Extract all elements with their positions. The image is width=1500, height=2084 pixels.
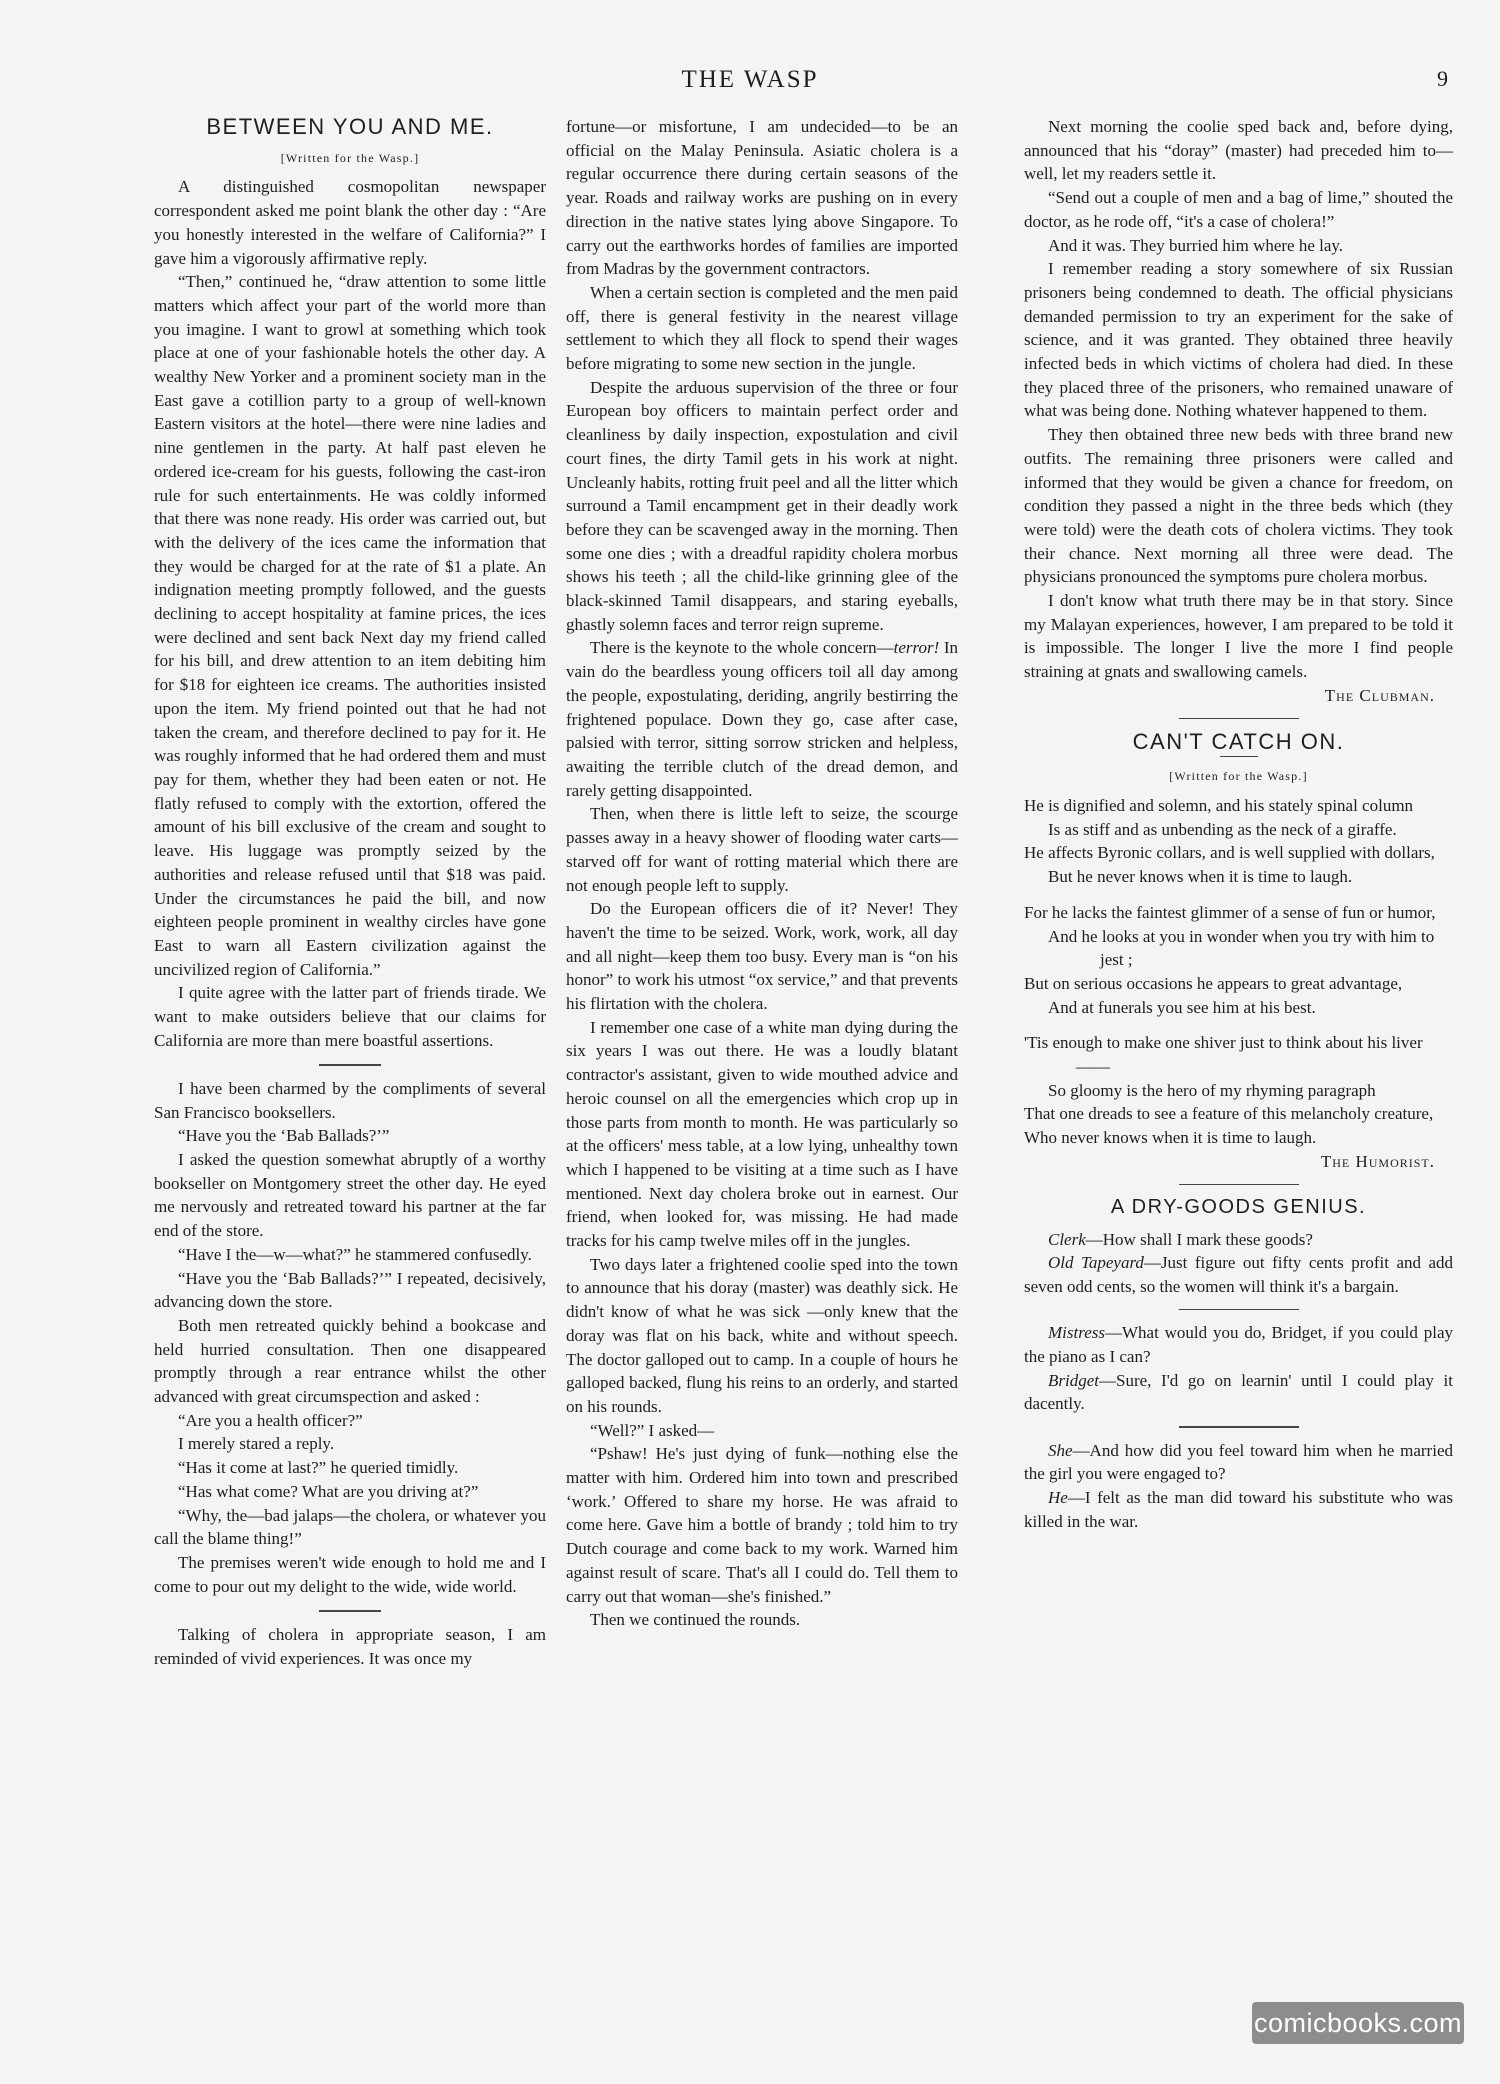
paragraph: I merely stared a reply. [178,1434,335,1454]
poem-credit: [Written for the Wasp.] [1169,769,1308,784]
speaker: Bridget [1048,1370,1099,1390]
paragraph: I remember reading a story somewhere of six Russian prisoners being condemned to death. The official physicians demanded permission to try an experiment for the sake of science, and it was granted. They obtained three heavily infected beds in which victims of cholera had died. In these they placed three of the prisoners, who remained unaware of what was being done. Nothing whatever happened to them. [1024,259,1453,421]
speaker: She [1048,1440,1073,1460]
poem-line: And at funerals you see him at his best. [1048,997,1316,1017]
section-divider [1179,718,1299,720]
poem-line: But on serious occasions he appears to great advantage, [1024,973,1403,993]
section-divider [1179,1309,1299,1311]
page-number: 9 [1437,66,1448,91]
paragraph: “Has it come at last?” he queried timidly. [178,1458,459,1478]
poem-line: For he lacks the faintest glimmer of a sense of fun or humor, [1024,902,1436,922]
paragraph: When a certain section is completed and the men paid off, there is general festivity in the nearest village settlement to which they all flock to spend their wages before migrating to some new section in the jungle. [566,282,958,374]
poem-line: Is as stiff and as unbending as the neck of a giraffe. [1048,819,1397,839]
paragraph: And it was. They burried him where he lay. [1048,235,1344,255]
poem-body [1024,794,1453,1150]
speaker: Old Tapeyard [1048,1253,1144,1273]
paragraph: “Well?” I asked— [590,1420,715,1440]
joke-line [1024,1369,1453,1416]
poem-line: 'Tis enough to make one shiver just to think about his liver—— [1024,1033,1423,1077]
emphasis: terror! [893,638,940,658]
paragraph: Two days later a frightened coolie sped into the town to announce that his doray (master) was deathly sick. He didn't know of what he was sick —only knew that the doray was flat on his back, white and without speech. The doctor galloped out to camp. In a couple of hours he galloped backed, flung his reins to an orderly, and started on his rounds. [566,1254,958,1416]
joke-line [1024,1321,1453,1368]
paragraph: Next morning the coolie sped back and, before dying, announced that his “doray” (master) had preceded him to—well, let my readers settle it. [1024,117,1453,184]
dialogue: —Sure, I'd go on learnin' until I could play it dacently. [1024,1370,1453,1414]
publication-title: THE WASP [681,66,819,93]
joke-line [1024,1251,1453,1298]
joke-line [1024,1486,1453,1533]
paragraph: Do the European officers die of it? Never! They haven't the time to be seized. Work, work, work, all day and all night—keep them too busy. Every man is “on his honor” to work his utmost “ox service,” and that prevents his flirtation with the cholera. [566,899,958,1014]
section-divider [1179,1184,1299,1186]
poem-line: So gloomy is the hero of my rhyming paragraph [1048,1080,1376,1100]
article-heading: BETWEEN YOU AND ME. [206,114,494,139]
poem-line: He affects Byronic collars, and is well supplied with dollars, [1024,843,1435,863]
masthead [0,66,1500,96]
paragraph: “Have you the ‘Bab Ballads?’” [178,1126,390,1146]
poem-heading: CAN'T CATCH ON. [1132,729,1345,755]
article-credit: [Written for the Wasp.] [280,150,420,165]
speaker: Mistress [1048,1323,1105,1343]
poem-stanza [1024,901,1453,1020]
dialogue: —I felt as the man did toward his substitute who was killed in the war. [1024,1488,1453,1531]
paragraph: “Why, the—bad jalaps—the cholera, or whatever you call the blame thing!” [154,1505,546,1549]
watermark-badge: comicbooks.com [1252,2002,1464,2044]
paragraph: “Are you a health officer?” [178,1410,363,1430]
paragraph: I have been charmed by the compliments of several San Francisco booksellers. [154,1078,546,1122]
paragraph: Both men retreated quickly behind a bookcase and held hurried consultation. Then one disappeared promptly through a rear entrance whilst the other advanced with great circumspection and asked : [154,1315,546,1407]
column-middle [566,115,958,1632]
dialogue: —What would you do, Bridget, if you could play the piano as I can? [1024,1323,1453,1367]
poem-line: That one dreads to see a feature of this melancholy creature, [1024,1104,1434,1124]
paragraph: There is the keynote to the whole concern—terror! In vain do the beardless young officers toil all day among the people, expostulating, deriding, angrily bestirring the frightened populace. Down they go, case after case, palsied with terror, sitting sorrow stricken and helpless, awaiting the terrible clutch of the dread demon, and rarely getting disappointed. [566,638,958,800]
column-right [1024,115,1453,1533]
dialogue: —Just figure out fifty cents profit and add seven odd cents, so the women will think it's a bargain. [1024,1253,1453,1297]
paragraph: fortune—or misfortune, I am undecided—to be an official on the Malay Peninsula. Asiatic cholera is a regular occurrence there during certain seasons of the year. Roads and railway works are pushing on in every direction in the native states lying above Singapore. To carry out the earthworks hordes of families are imported from Madras by the government contractors. [566,117,958,279]
paragraph: A distinguished cosmopolitan newspaper correspondent asked me point blank the other day : “Are you honestly interested in the welfare of California?” I gave him a vigorously affirmative reply. [154,177,546,268]
paragraph: Then, when there is little left to seize, the scourge passes away in a heavy shower of flooding water carts—starved off for want of rotting material which there are not enough people left to supply. [566,804,958,895]
poem-line: But he never knows when it is time to laugh. [1048,867,1353,887]
speaker: Clerk [1048,1229,1086,1249]
joke-line [1024,1228,1453,1252]
poem-line: And he looks at you in wonder when you try with him to jest ; [1048,926,1435,970]
paragraph: They then obtained three new beds with three brand new outfits. The remaining three prisoners were called and informed that they would be given a chance for freedom, on condition they passed a night in the three beds which (they were told) were the death cots of cholera victims. They took their chance. Next morning all three were dead. The physicians pronounced the symptoms pure cholera morbus. [1024,425,1453,587]
jokes-heading: A DRY-GOODS GENIUS. [1110,1196,1367,1219]
paragraph: “Has what come? What are you driving at?” [178,1481,479,1501]
author-signature: The Humorist. [1320,1151,1435,1171]
paragraph: Despite the arduous supervision of the three or four European boy officers to maintain perfect order and cleanliness by daily inspection, expostulation and civil court fines, the dirty Tamil gets in his work at night. Uncleanly habits, rotting fruit peel and all the litter which surround a Tamil encampment get in their deadly work before they can be scavenged away in the morning. Then some one dies ; with a dreadful rapidity cholera morbus shows his teeth ; all the child-like grinning glee of the black-skinned Tamil disappears, and staring eyeballs, ghastly solemn faces and terror reign supreme. [566,377,958,634]
poem-line: Who never knows when it is time to laugh. [1024,1128,1317,1148]
section-divider [319,1610,381,1612]
paragraph: The premises weren't wide enough to hold me and I come to pour out my delight to the wide, wide world. [154,1552,546,1596]
section-divider [319,1064,381,1066]
paragraph: Talking of cholera in appropriate season, I am reminded of vivid experiences. It was once my [154,1624,546,1668]
dialogue: —How shall I mark these goods? [1085,1229,1313,1249]
paragraph: I asked the question somewhat abruptly of a worthy bookseller on Montgomery street the other day. He eyed me nervously and retreated toward his partner at the far end of the store. [154,1150,546,1241]
paragraph: Then we continued the rounds. [590,1610,801,1630]
poem-stanza [1024,1031,1453,1150]
heading-rule [1220,756,1258,758]
paragraph: “Then,” continued he, “draw attention to some little matters which affect your part of the world more than you imagine. I want to growl at something which took place at one of your fashionable hotels the other day. A wealthy New Yorker and a prominent society man in the East gave a cotillion party to a group of well-known Eastern visitors at the hotel—there were nine ladies and nine gentlemen in the party. At half past eleven he ordered ice-cream for his guests, following the cast-iron rule for such entertainments. He was coldly informed that there was none ready. His order was carried out, but with the delivery of the ices came the information that they would be charged for at the rate of $1 a plate. An indignation meeting promptly followed, and the guests declining to accept hospitality at famine prices, the ices were declined and sent back Next day my friend called for his bill, and drew attention to an item debiting him for $18 for eighteen ice creams. The authorities insisted upon the item. My friend pointed out that he had not taken the cream, and therefore declined to pay for it. He was roughly informed that he had ordered them and must pay for them, whether they had been eaten or not. He flatly refused to comply with the extortion, offered the amount of his bill exclusive of the cream and sought to leave. His luggage was promptly seized by the authorities and release refused until that $18 was paid. Under the circumstances he paid the bill, and now eighteen people prominent in wealthy circles have gone East to warn all Eastern civilization against the uncivilized region of California.” [154,272,546,979]
poem-stanza [1024,794,1453,889]
poem-line: He is dignified and solemn, and his stately spinal column [1024,795,1414,815]
section-divider [1179,1426,1299,1428]
joke-line [1024,1439,1453,1486]
paragraph: “Pshaw! He's just dying of funk—nothing else the matter with him. Ordered him into town and prescribed ‘work.’ Offered to share my horse. He was afraid to come here. Gave him a bottle of brandy ; told him to try Dutch courage and come back to my work. Warned him against result of scare. That's all I could do. Tell them to carry out that woman—she's finished.” [566,1444,958,1606]
paragraph: “Send out a couple of men and a bag of lime,” shouted the doctor, as he rode off, “it's a case of cholera!” [1024,188,1453,231]
paragraph: “Have you the ‘Bab Ballads?’” I repeated, decisively, advancing down the store. [154,1268,546,1312]
paragraph: I quite agree with the latter part of friends tirade. We want to make outsiders believe that our claims for California are more than mere boastful assertions. [154,983,546,1050]
paragraph: I remember one case of a white man dying during the six years I was out there. He was a loudly blatant contractor's assistant, given to wide mouthed advice and heroic counsel on all the emergencies which crop up in those parts from month to month. He was particularly so at the officers' mess table, at a low lying, unhealthy town which I happened to be visiting at a time such as I have mentioned. Next day cholera broke out in earnest. Our friend, when looked for, was missing. He had made tracks for his camp twelve miles off in the jungles. [566,1017,958,1251]
column-left [154,115,546,1670]
author-signature: The Clubman. [1324,685,1435,705]
paragraph: “Have I the—w—what?” he stammered confusedly. [178,1244,532,1264]
dialogue: —And how did you feel toward him when he married the girl you were engaged to? [1024,1440,1453,1484]
paragraph: I don't know what truth there may be in that story. Since my Malayan experiences, however, I am prepared to be told it is impossible. The longer I live the more I find people straining at gnats and swallowing camels. [1024,591,1453,682]
speaker: He [1048,1488,1068,1508]
